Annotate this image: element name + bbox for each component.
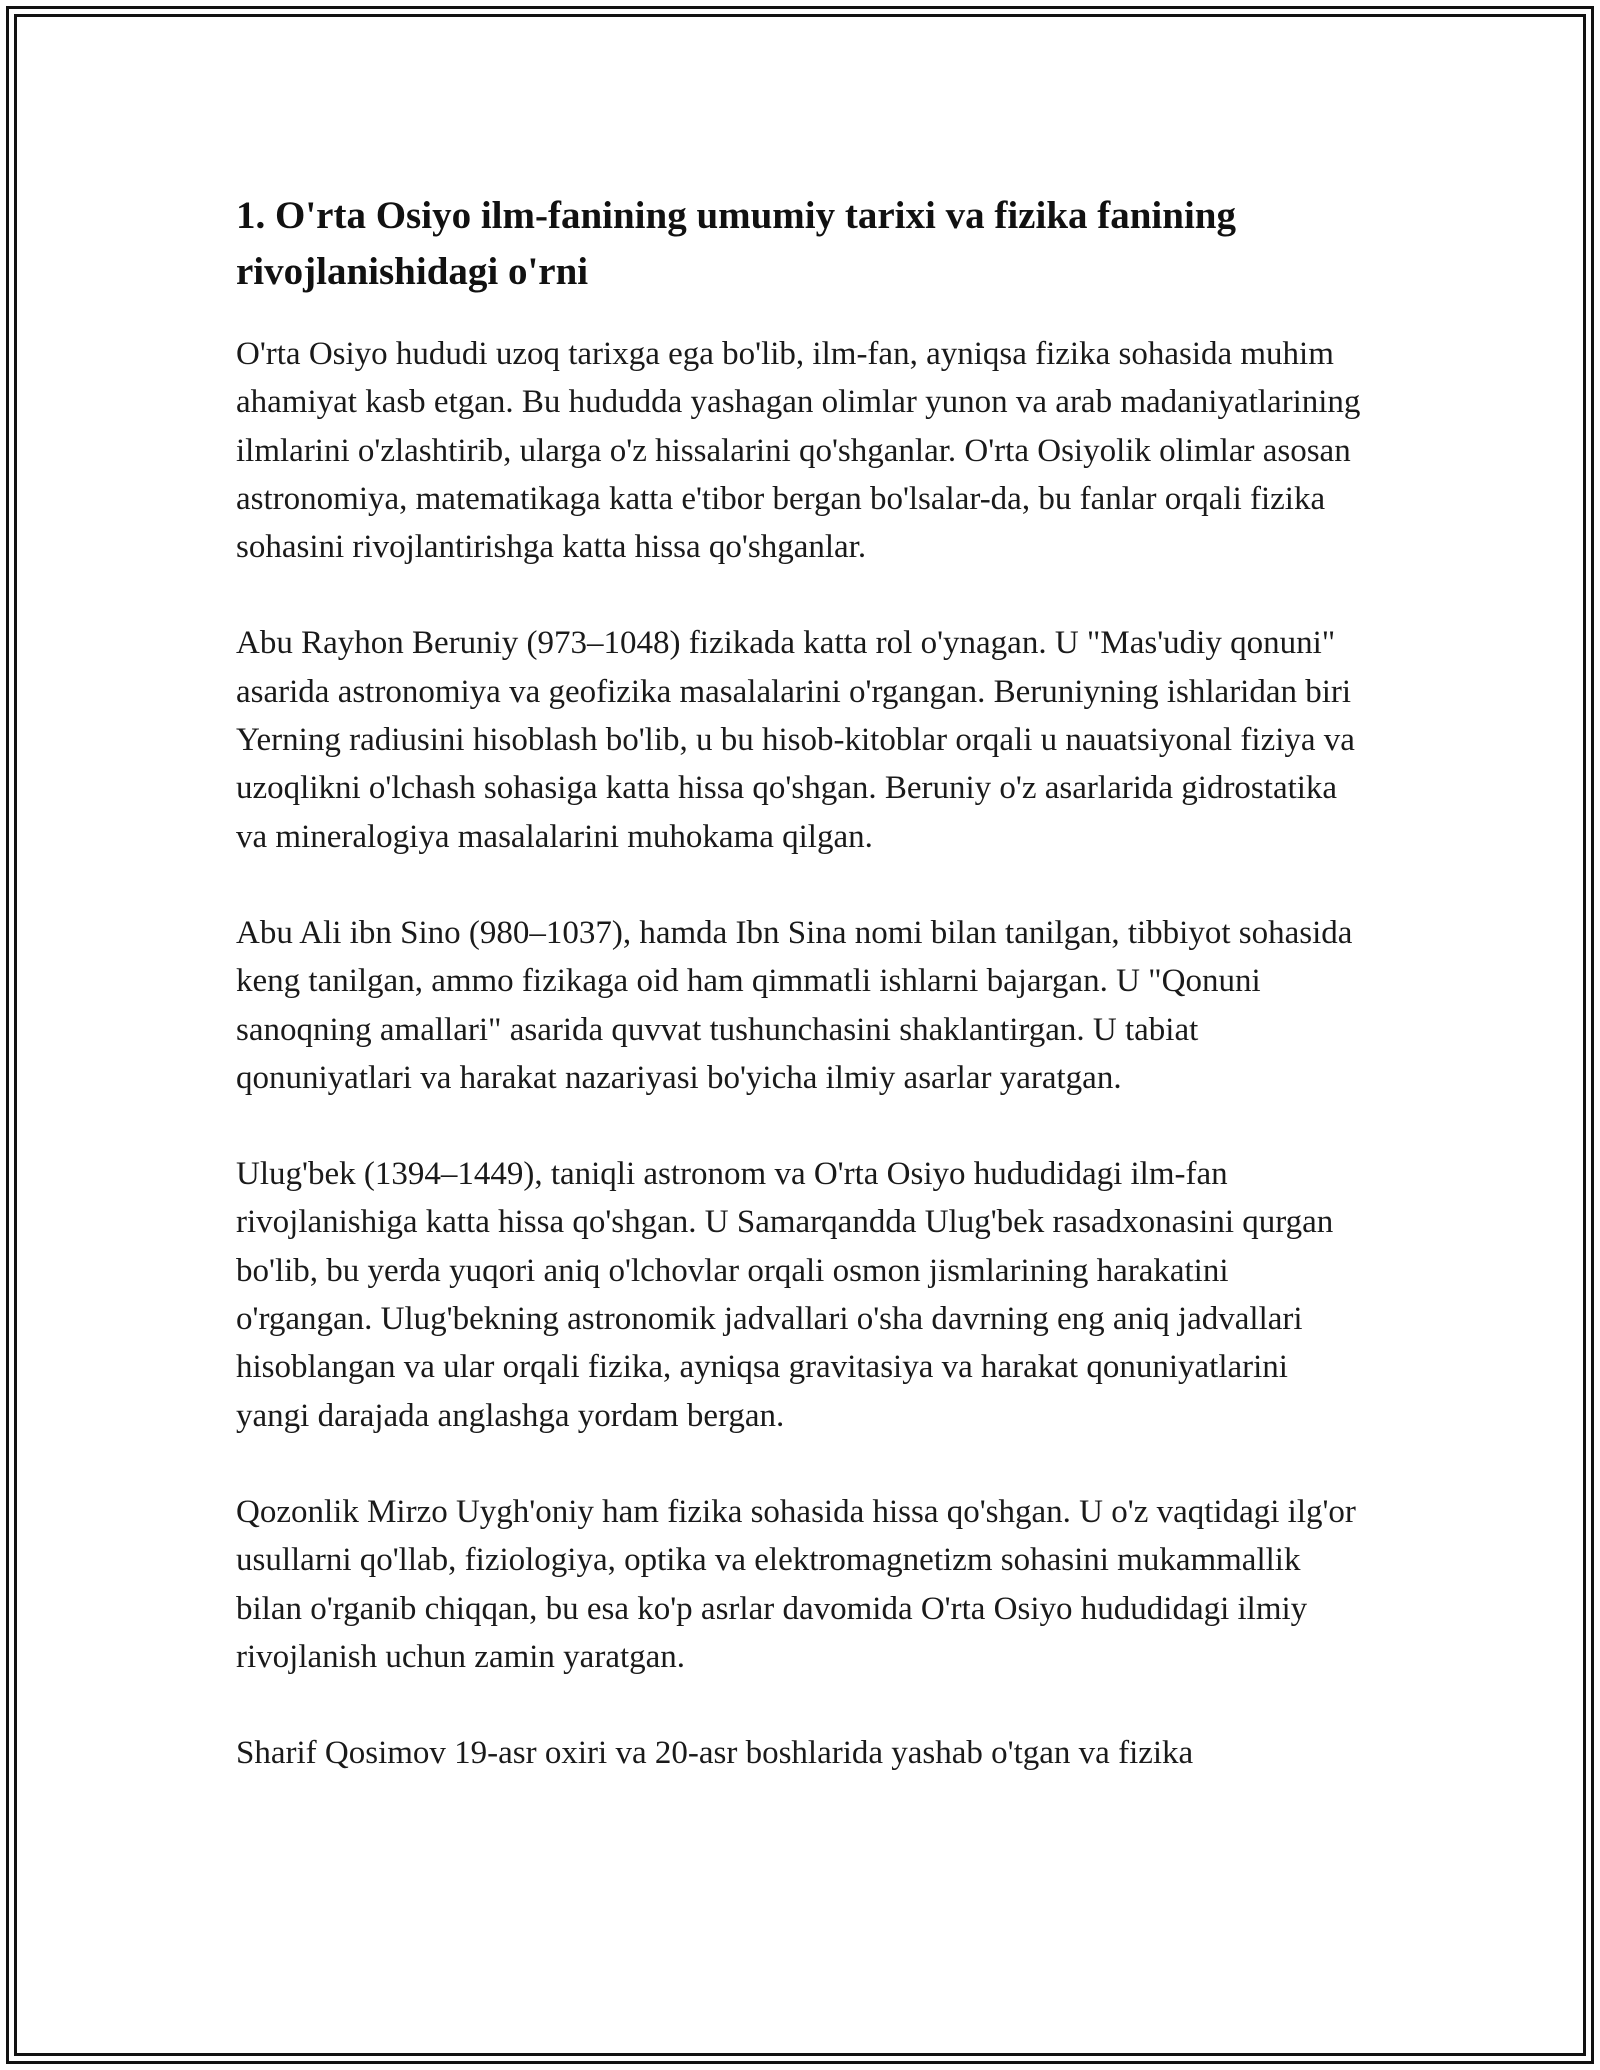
paragraph-ulugbek: Ulug'bek (1394–1449), taniqli astronom va O'rta Osiyo hududidagi ilm-fan rivojlanishiga katta hissa qo'shgan. U Samarqandda Ulug'bek rasadxonasini qurgan bo'lib, bu yerda yuqori aniq o'lchovlar orqali osmon jismlarining harakatini o'rgangan. Ulug'bekning astronomik jadvallari o'sha davrning eng aniq jadvallari hisoblangan va ular orqali fizika, ayniqsa gravitasiya va harakat qonuniyatlarini yangi darajada anglashga yordam bergan. xyxy=(236,1156,1334,1434)
paragraph-ibn-sino: Abu Ali ibn Sino (980–1037), hamda Ibn Sina nomi bilan tanilgan, tibbiyot sohasida keng tanilgan, ammo fizikaga oid ham qimmatli ishlarni bajargan. U "Qonuni sanoqning amallari" asarida quvvat tushunchasini shaklantirgan. U tabiat qonuniyatlari va harakat nazariyasi bo'yicha ilmiy asarlar yaratgan. xyxy=(236,914,1353,1096)
paragraph-sharif-qosimov: Sharif Qosimov 19-asr oxiri va 20-asr boshlarida yashab o'tgan va fizika xyxy=(236,1735,1194,1772)
paragraph-beruniy: Abu Rayhon Beruniy (973–1048) fizikada katta rol o'ynagan. U "Mas'udiy qonuni" asarida astronomiya va geofizika masalalarini o'rgangan. Beruniyning ishlaridan biri Yerning radiusini hisoblash bo'lib, u bu hisob-kitoblar orqali u nauatsiyonal fiziya va uzoqlikni o'lchash sohasiga katta hissa qo'shgan. Beruniy o'z asarlarida gidrostatika va mineralogiya masalalarini muhokama qilgan. xyxy=(236,625,1355,855)
document-body xyxy=(236,188,1366,1825)
section-heading: 1. O'rta Osiyo ilm-fanining umumiy tarixi va fizika fanining rivojlanishidagi o'rni xyxy=(236,194,1236,293)
paragraph-mirzo-uyghoniy: Qozonlik Mirzo Uygh'oniy ham fizika sohasida hissa qo'shgan. U o'z vaqtidagi ilg'or usullarni qo'llab, fiziologiya, optika va elektromagnetizm sohasini mukammallik bilan o'rganib chiqqan, bu esa ko'p asrlar davomida O'rta Osiyo hududidagi ilmiy rivojlanish uchun zamin yaratgan. xyxy=(236,1493,1356,1675)
paragraph-intro: O'rta Osiyo hududi uzoq tarixga ega bo'lib, ilm-fan, ayniqsa fizika sohasida muhim ahamiyat kasb etgan. Bu hududda yashagan olimlar yunon va arab madaniyatlarining ilmlarini o'zlashtirib, ularga o'z hissalarini qo'shganlar. O'rta Osiyolik olimlar asosan astronomiya, matematikaga katta e'tibor bergan bo'lsalar-da, bu fanlar orqali fizika sohasini rivojlantirishga katta hissa qo'shganlar. xyxy=(236,336,1361,566)
